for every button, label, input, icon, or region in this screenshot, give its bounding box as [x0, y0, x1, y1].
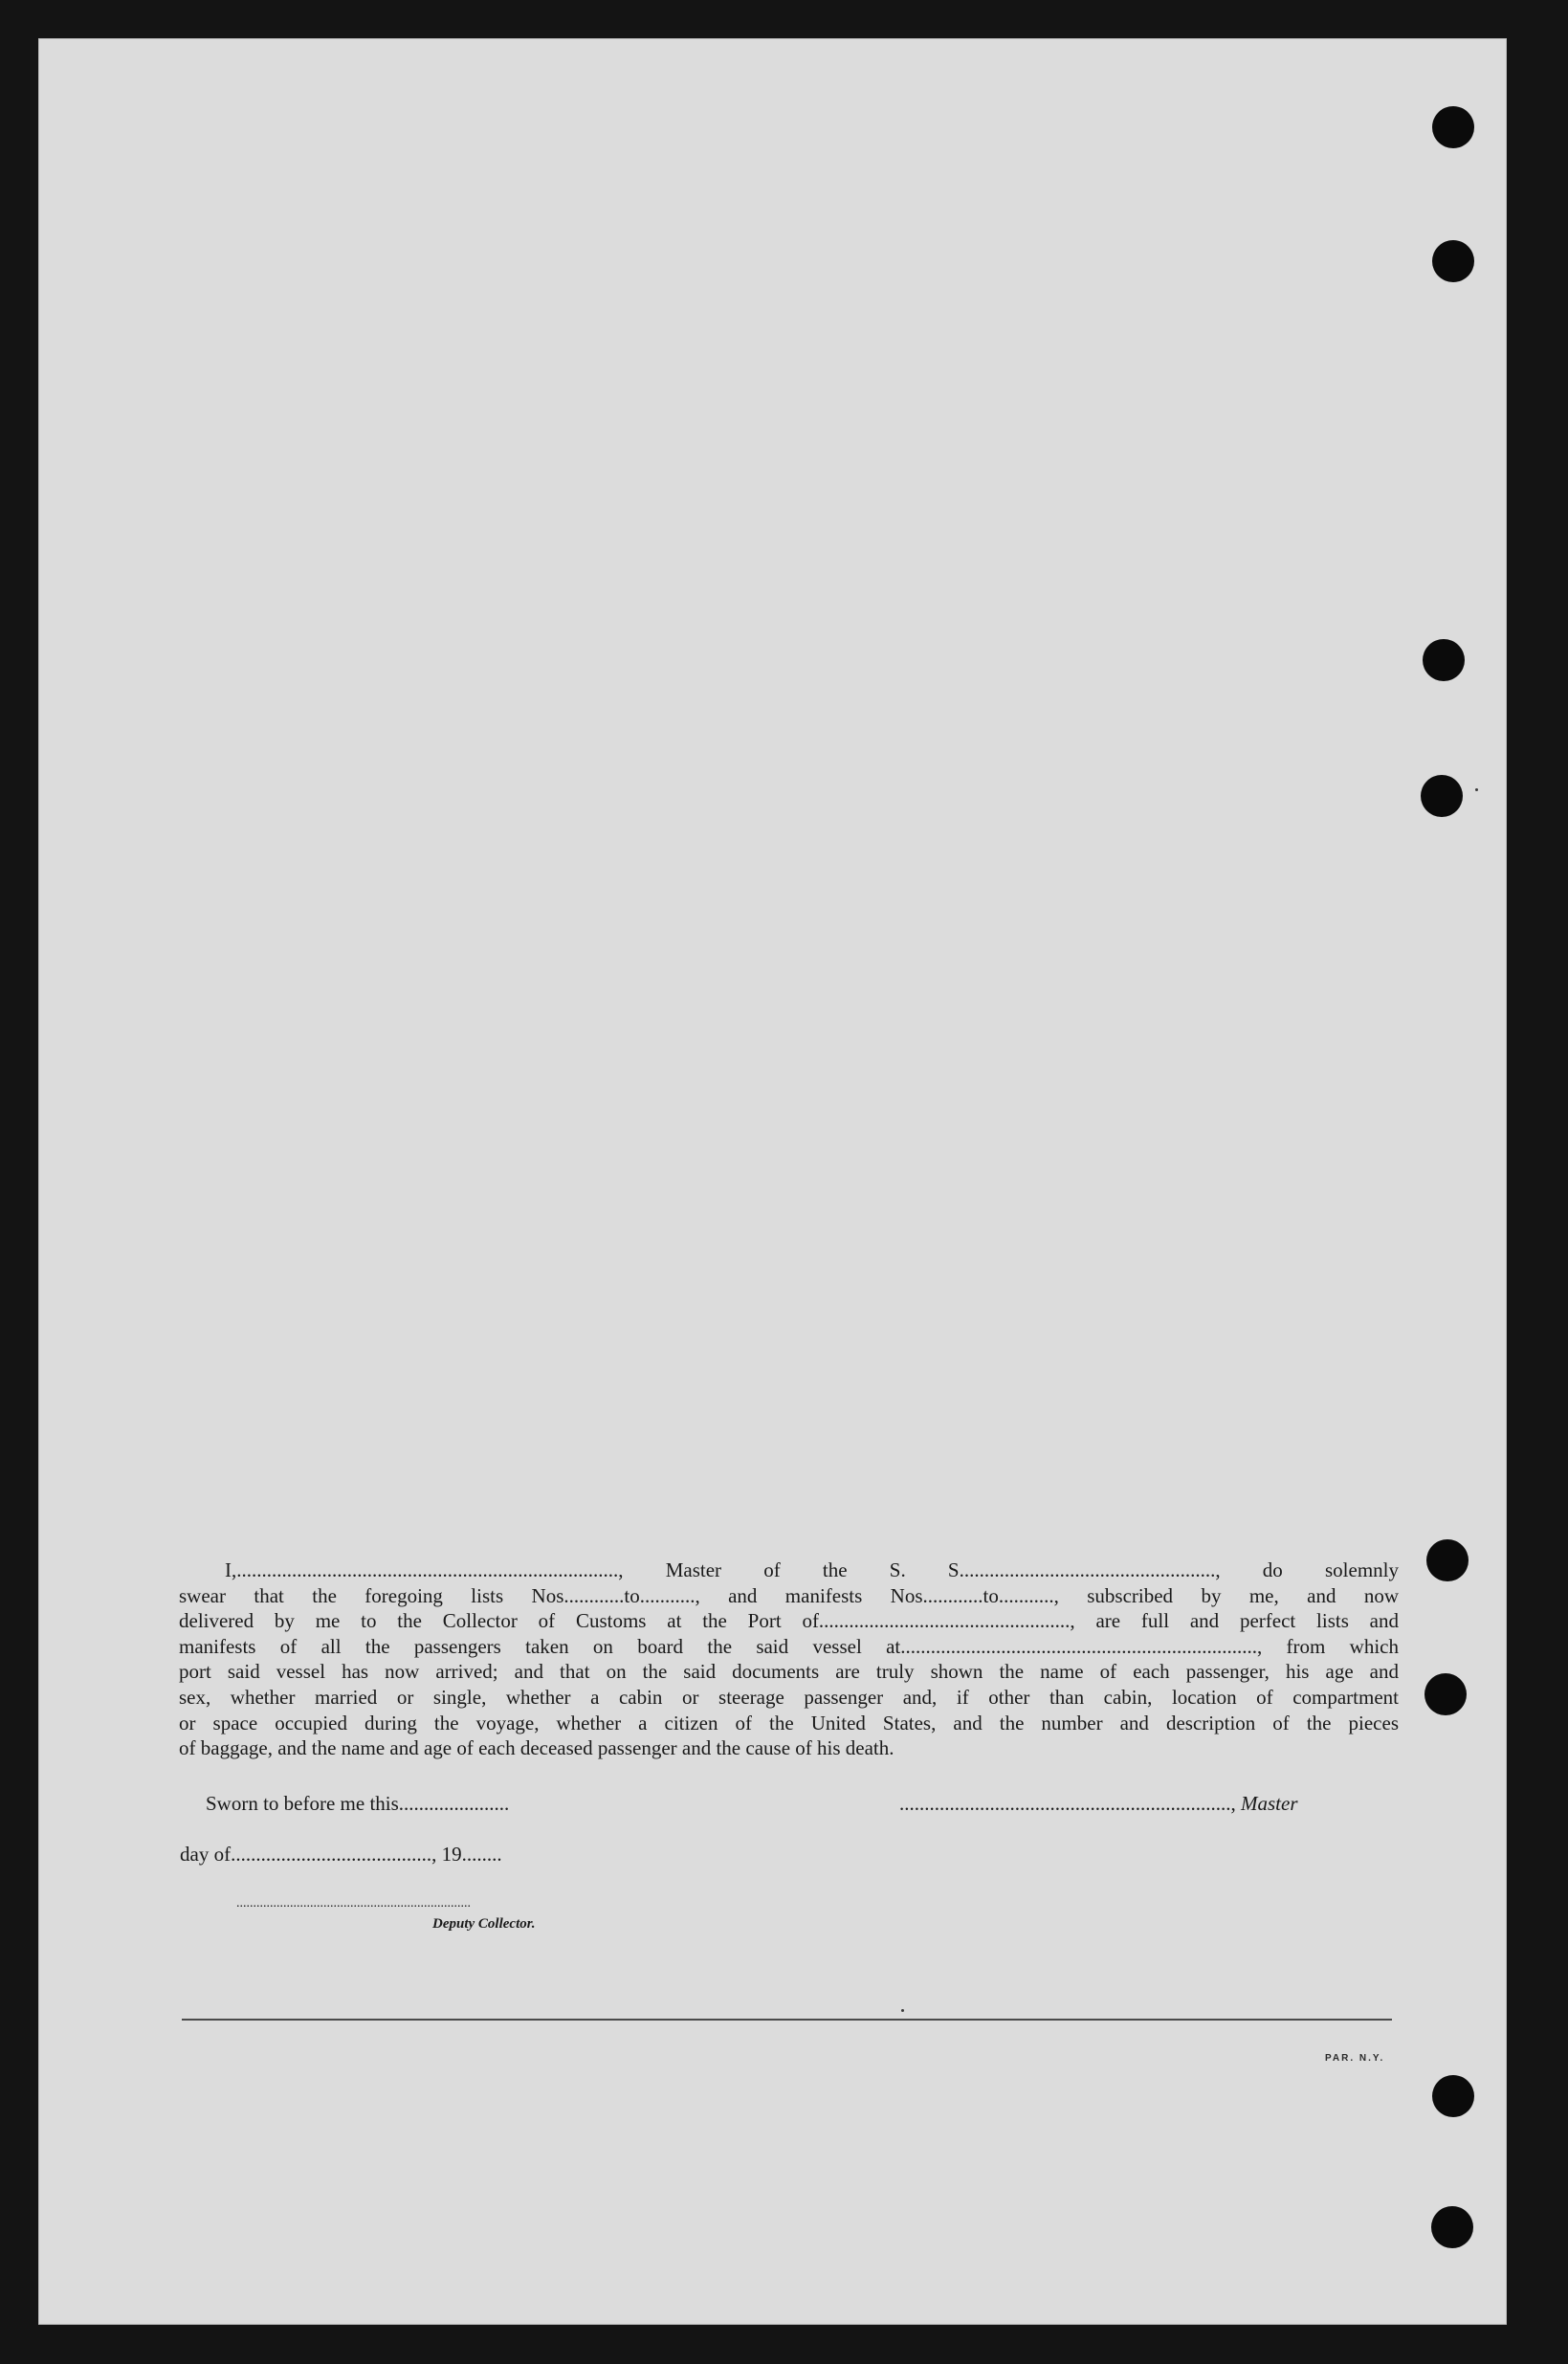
punch-hole	[1432, 2075, 1474, 2117]
printer-mark: PAR. N.Y.	[1325, 2053, 1385, 2064]
punch-hole	[1424, 1673, 1467, 1715]
master-signature-field	[899, 1792, 1298, 1816]
manifest-page	[38, 38, 1507, 2325]
deputy-signature-line: ......................................................................	[236, 1896, 471, 1911]
oath-line: swear that the foregoing lists Nos............to..........., and manifests Nos............to..........., subscribed by me, and now	[179, 1583, 1399, 1607]
master-oath-paragraph	[179, 1558, 1399, 1761]
oath-line: or space occupied during the voyage, whether a citizen of the United States, and the number and description of the pieces	[179, 1711, 1399, 1734]
punch-hole	[1432, 240, 1474, 282]
sworn-date-field: day of........................................, 19........	[180, 1843, 502, 1866]
punch-hole	[1421, 775, 1463, 817]
master-label: Master	[1241, 1792, 1298, 1815]
oath-line: delivered by me to the Collector of Customs at the Port of.................................................., are full and perfect lists and	[179, 1609, 1399, 1633]
oath-line: I,............................................................................, Master of the S. S..................................................., do solemnly	[225, 1558, 1399, 1581]
oath-line: of baggage, and the name and age of each deceased passenger and the cause of his death.	[179, 1736, 894, 1760]
scan-speck	[901, 2009, 904, 2012]
oath-line: manifests of all the passengers taken on board the said vessel at......................................................................., from which	[179, 1634, 1399, 1658]
punch-hole	[1431, 2206, 1473, 2248]
oath-line: sex, whether married or single, whether a cabin or steerage passenger and, if other than cabin, location of compartment	[179, 1685, 1399, 1709]
oath-line: port said vessel has now arrived; and that on the said documents are truly shown the name of each passenger, his age and	[179, 1660, 1399, 1684]
scan-speck	[1475, 788, 1478, 791]
punch-hole	[1423, 639, 1465, 681]
footer-rule	[182, 2019, 1392, 2021]
master-signature-line: ..................................................................,	[899, 1792, 1236, 1815]
punch-hole	[1432, 106, 1474, 148]
sworn-before-field: Sworn to before me this......................	[206, 1792, 510, 1815]
punch-hole	[1426, 1539, 1469, 1581]
deputy-collector-label: Deputy Collector.	[432, 1916, 536, 1932]
